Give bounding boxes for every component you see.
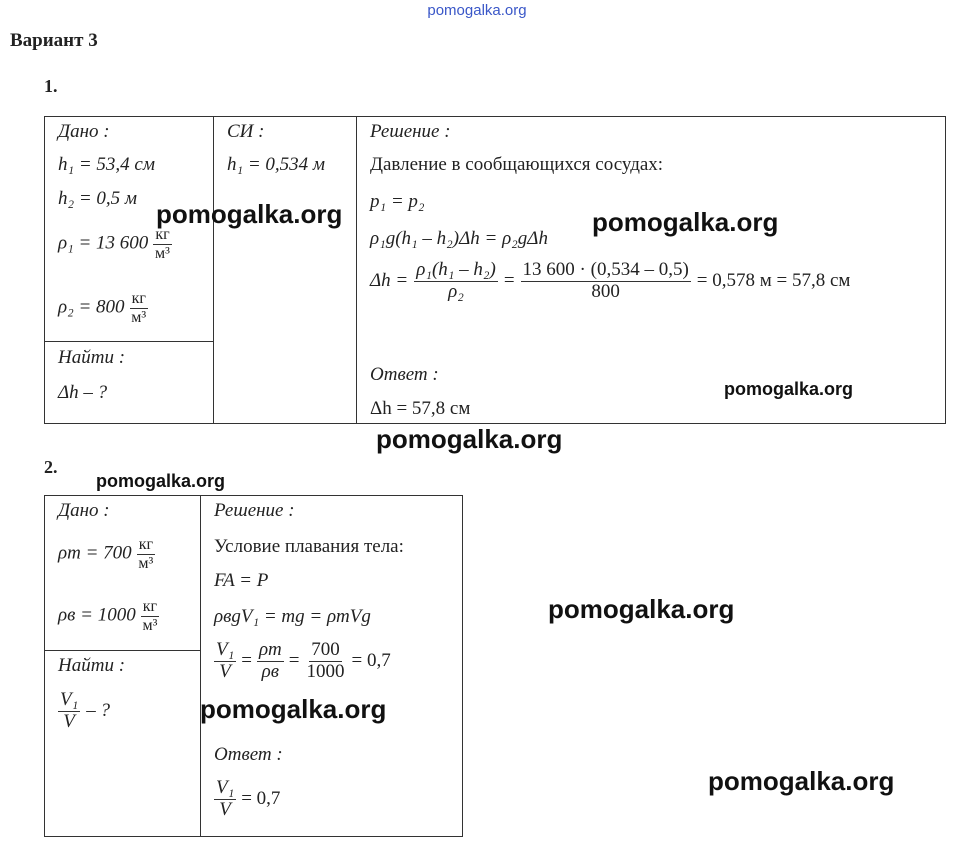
given-rho1 <box>58 226 172 262</box>
divider <box>44 650 201 651</box>
eq3-fraction-1 <box>414 260 498 303</box>
unit-denominator: м³ <box>142 616 158 634</box>
fraction-denominator: V <box>63 710 75 732</box>
eq3-fraction-2 <box>521 260 691 303</box>
answer-fraction <box>214 778 236 821</box>
fraction-denominator: V <box>219 798 231 820</box>
eq3-result: = 0,578 м = 57,8 см <box>696 270 851 292</box>
given-label: Дано : <box>58 121 110 142</box>
given-h2: h₂ = 0,5 м <box>58 188 138 209</box>
si-value: h₁ = 0,534 м <box>227 154 326 175</box>
solution-intro: Условие плавания тела: <box>214 536 404 557</box>
fraction-numerator: V₁ <box>216 777 235 798</box>
equation-3 <box>214 640 391 683</box>
fraction-numerator: ρт <box>258 639 282 660</box>
rho-v-value: ρв = 1000 <box>58 604 136 626</box>
unit-denominator: м³ <box>155 244 170 262</box>
rho1-unit <box>153 226 172 262</box>
rho2-value: ρ₂ = 800 <box>58 296 125 318</box>
answer-value: Δh = 57,8 см <box>370 398 471 419</box>
unit-denominator: м³ <box>138 554 154 572</box>
find-label: Найти : <box>58 347 126 368</box>
fraction-denominator: 1000 <box>306 660 345 682</box>
watermark: pomogalka.org <box>156 199 343 229</box>
equation-3 <box>370 260 850 303</box>
equals-sign: = <box>241 650 252 672</box>
rho-v-unit <box>140 598 159 634</box>
unit-numerator: кг <box>131 290 146 307</box>
divider <box>200 495 201 836</box>
watermark: pomogalka.org <box>96 471 226 491</box>
eq3-fraction-2 <box>257 640 284 683</box>
answer-label: Ответ : <box>370 364 439 385</box>
unit-numerator: кг <box>142 598 158 615</box>
eq3-equals: = <box>503 270 515 292</box>
divider <box>44 341 214 342</box>
rho1-value: ρ₁ = 13 600 <box>58 232 149 254</box>
fraction-numerator: V₁ <box>216 639 235 660</box>
rho-t-unit <box>136 536 155 572</box>
equation-2: ρ₁g(h₁ – h₂)Δh = ρ₂gΔh <box>370 228 548 249</box>
rho2-unit <box>129 290 148 326</box>
fraction-numerator: 13 600 · (0,534 – 0,5) <box>522 259 689 280</box>
find-label: Найти : <box>58 655 126 676</box>
given-rho-v <box>58 598 159 634</box>
answer-result: = 0,7 <box>241 788 281 810</box>
fraction-denominator: V <box>219 660 231 682</box>
unit-numerator: кг <box>138 536 154 553</box>
watermark: pomogalka.org <box>724 379 854 399</box>
equation-1: p₁ = p₂ <box>370 191 425 212</box>
si-label: СИ : <box>227 121 265 142</box>
eq3-lhs: Δh = <box>370 270 409 292</box>
fraction-numerator: ρ₁(h₁ – h₂) <box>416 259 496 280</box>
find-value <box>58 690 110 733</box>
eq3-result: = 0,7 <box>351 650 391 672</box>
equals-sign: = <box>288 650 300 672</box>
unit-denominator: м³ <box>131 308 147 326</box>
given-rho2 <box>58 290 148 326</box>
equation-1: FA = P <box>214 570 269 591</box>
answer-label: Ответ : <box>214 744 283 765</box>
problem-2-number: 2. <box>44 457 58 477</box>
fraction-numerator: 700 <box>311 639 340 660</box>
given-rho-t <box>58 536 155 572</box>
fraction-denominator: ρ₂ <box>448 280 464 302</box>
given-label: Дано : <box>58 500 110 521</box>
solution-label: Решение : <box>214 500 295 521</box>
solution-label: Решение : <box>370 121 451 142</box>
watermark: pomogalka.org <box>592 207 779 237</box>
eq3-fraction-3 <box>305 640 347 683</box>
watermark: pomogalka.org <box>708 766 895 796</box>
variant-title: Вариант 3 <box>10 30 98 51</box>
find-suffix: – ? <box>86 700 110 722</box>
divider <box>356 116 357 423</box>
fraction-denominator: ρв <box>261 660 280 682</box>
fraction-denominator: 800 <box>591 280 620 302</box>
equation-2: ρвgV₁ = mg = ρтVg <box>214 606 371 627</box>
find-fraction <box>58 690 80 733</box>
watermark: pomogalka.org <box>376 424 563 454</box>
given-h1: h₁ = 53,4 см <box>58 154 155 175</box>
solution-intro: Давление в сообщающихся сосудах: <box>370 154 664 175</box>
divider <box>213 116 214 423</box>
find-value: Δh – ? <box>58 382 108 403</box>
watermark: pomogalka.org <box>200 694 387 724</box>
eq3-fraction-1 <box>214 640 236 683</box>
problem-1-number: 1. <box>44 76 58 96</box>
answer-value <box>214 778 280 821</box>
rho-t-value: ρт = 700 <box>58 542 132 564</box>
header-watermark: pomogalka.org <box>427 2 527 19</box>
fraction-numerator: V₁ <box>60 689 79 710</box>
unit-numerator: кг <box>155 226 170 243</box>
watermark: pomogalka.org <box>548 594 735 624</box>
